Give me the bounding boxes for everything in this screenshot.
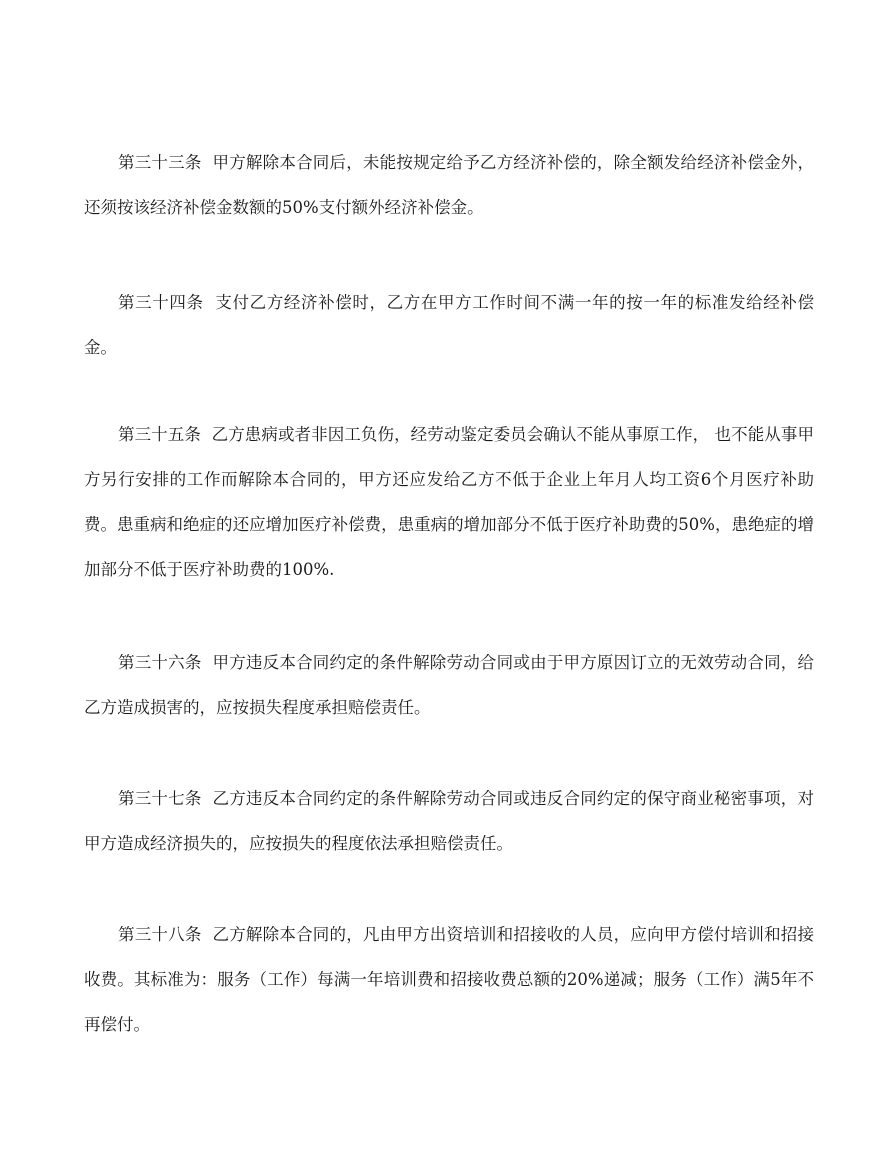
article-33-text: 甲方解除本合同后，未能按规定给予乙方经济补偿的，除全额发给经济补偿金外，还须按该经济补偿金数额的50%支付额外经济补偿金。: [84, 153, 815, 217]
article-38-paragraph: [84, 912, 814, 1047]
article-34-paragraph: [84, 280, 814, 370]
article-34-text: 支付乙方经济补偿时，乙方在甲方工作时间不满一年的按一年的标准发给经补偿金。: [84, 293, 815, 357]
article-36-paragraph: [84, 640, 814, 730]
article-38-text: 乙方解除本合同的，凡由甲方出资培训和招接收的人员，应向甲方偿付培训和招接收费。其标准为：服务（工作）每满一年培训费和招接收费总额的20%递减；服务（工作）满5年不再偿付。: [84, 925, 815, 1034]
article-37-paragraph: [84, 776, 814, 866]
article-34-number: 第三十四条: [118, 293, 204, 312]
article-37-number: 第三十七条: [118, 789, 202, 808]
article-36-text: 甲方违反本合同约定的条件解除劳动合同或由于甲方原因订立的无效劳动合同，给乙方造成损害的，应按损失程度承担赔偿责任。: [84, 653, 815, 717]
article-33-paragraph: [84, 140, 814, 230]
article-35-text: 乙方患病或者非因工负伤，经劳动鉴定委员会确认不能从事原工作， 也不能从事甲方另行安排的工作而解除本合同的，甲方还应发给乙方不低于企业上年月人均工资6个月医疗补助费。患重病和绝症的还应增加医疗补偿费，患重病的增加部分不低于医疗补助费的50%，患绝症的增加部分不低于医疗补助费的100%.: [84, 425, 814, 579]
article-35-number: 第三十五条: [118, 425, 201, 444]
article-37-text: 乙方违反本合同约定的条件解除劳动合同或违反合同约定的保守商业秘密事项，对甲方造成经济损失的，应按损失的程度依法承担赔偿责任。: [84, 789, 815, 853]
article-35-paragraph: [84, 412, 814, 592]
article-36-number: 第三十六条: [118, 653, 202, 672]
article-38-number: 第三十八条: [118, 925, 202, 944]
article-33-number: 第三十三条: [118, 153, 202, 172]
